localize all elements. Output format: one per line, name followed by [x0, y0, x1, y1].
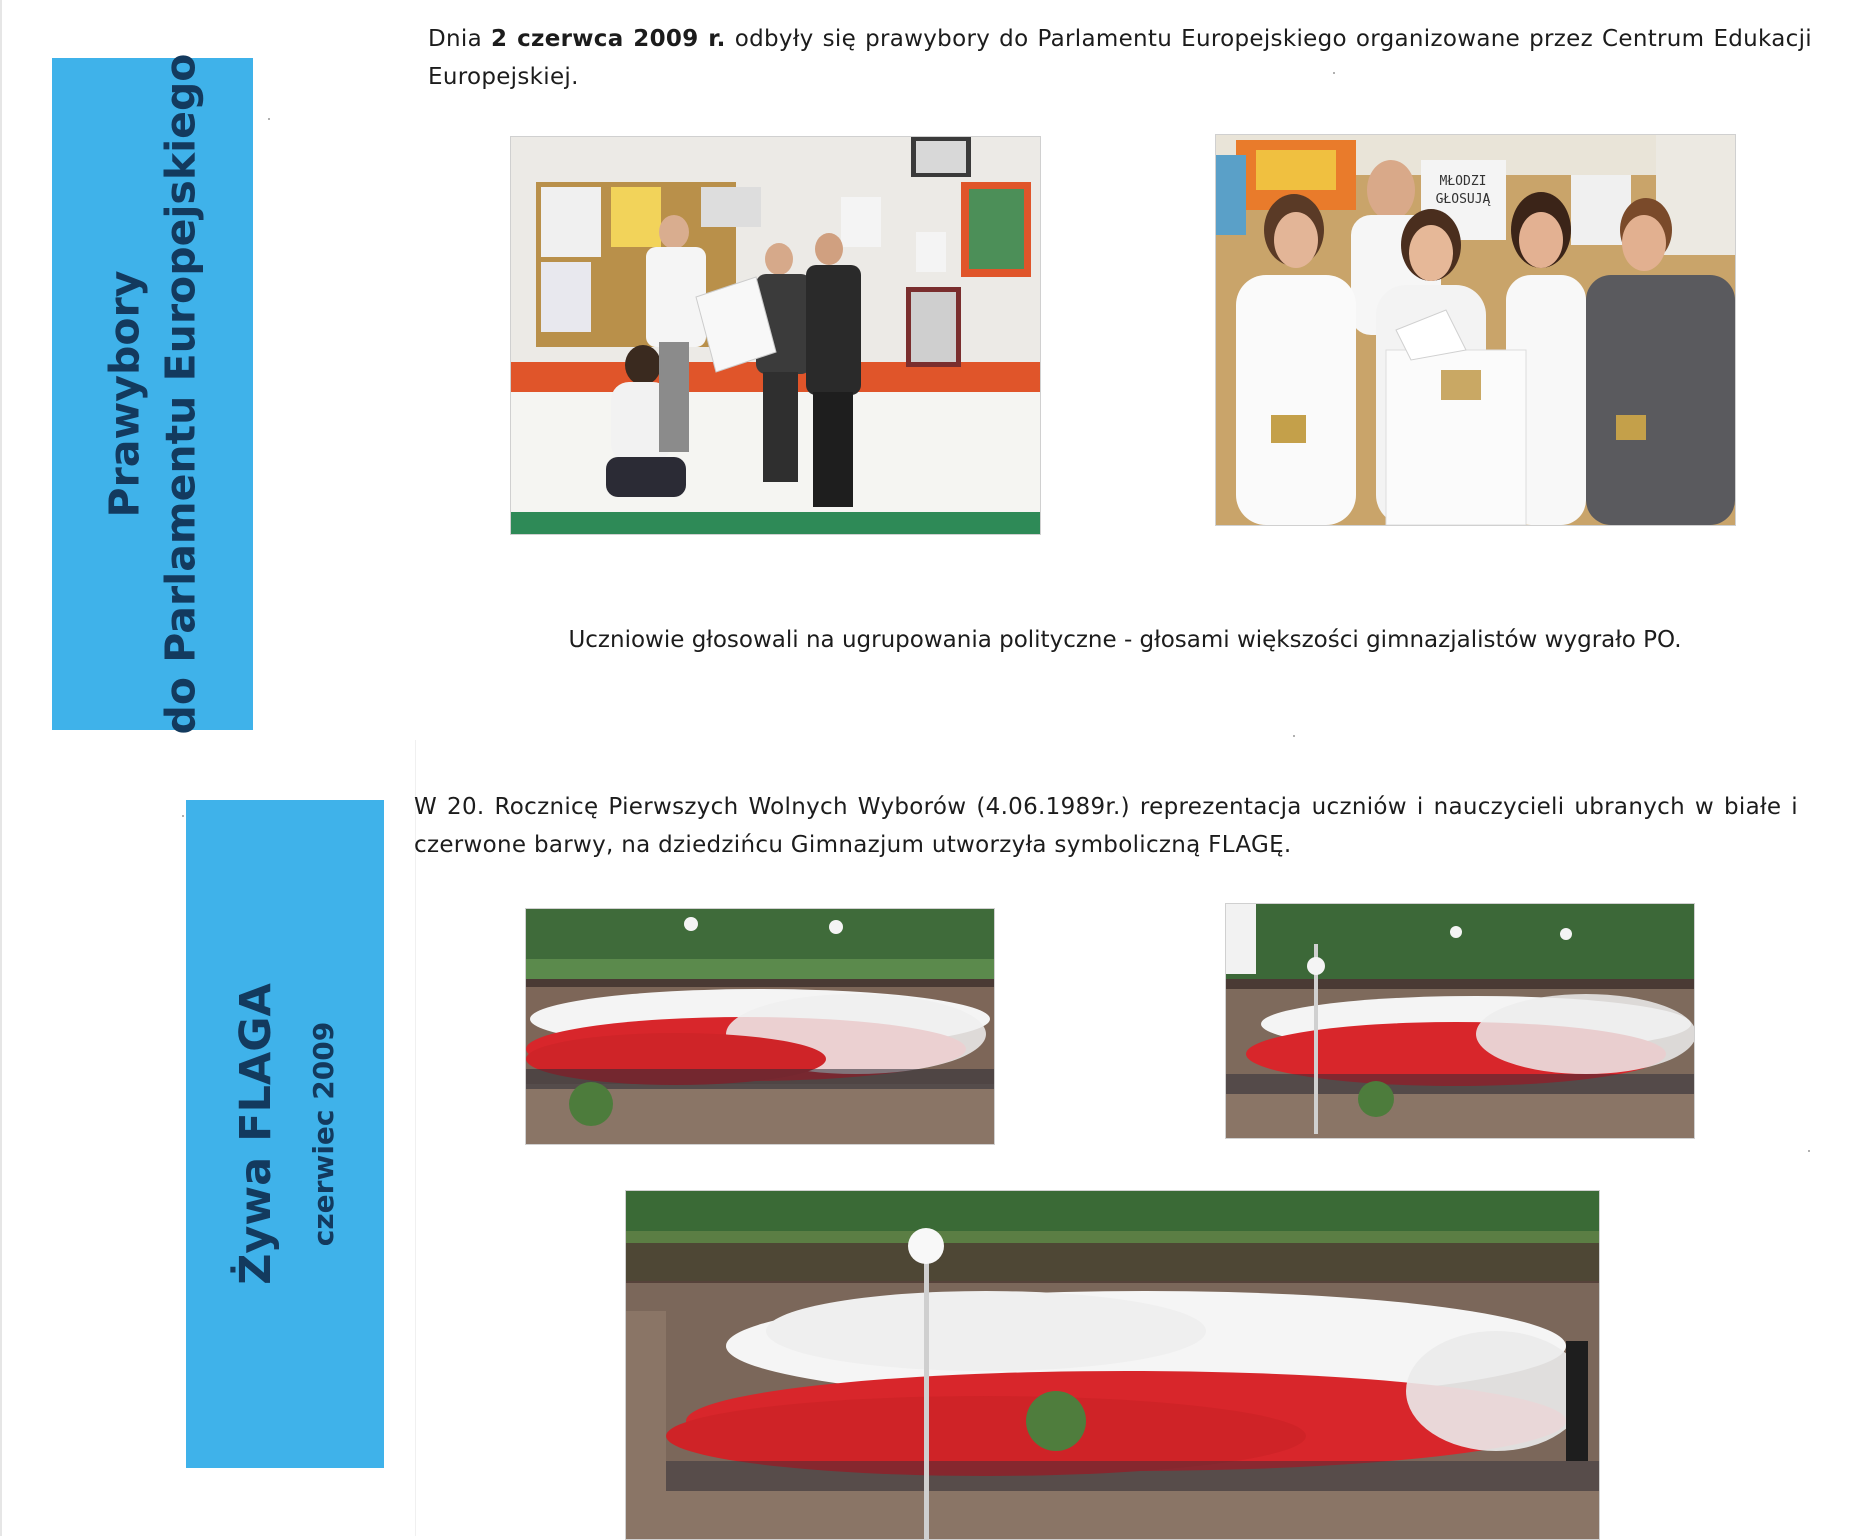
paragraph-text: odbyły się prawybory do Parlamentu Europejskiego organizowane przez Centrum Edukacji Europejskiej.	[428, 26, 1812, 90]
side-label-prawybory	[52, 53, 253, 735]
scan-speck	[1293, 735, 1295, 737]
photo-ballot-hallway	[510, 136, 1041, 535]
side-label-line2: do Parlamentu Europejskiego	[156, 53, 205, 735]
side-label-zywa-flaga	[186, 800, 384, 1468]
paragraph-date: 2 czerwca 2009 r.	[491, 26, 726, 52]
side-label-line2: czerwiec 2009	[307, 1021, 341, 1247]
scan-speck	[1333, 72, 1335, 74]
scan-speck	[182, 815, 184, 817]
photo-sign-text-1: MŁODZI	[1439, 174, 1487, 189]
photo-students-voting	[1215, 134, 1736, 526]
photo-sign-text-2: GŁOSUJĄ	[1435, 192, 1491, 207]
side-label-line1: Żywa FLAGA	[231, 983, 282, 1285]
photo-flag-crowd-left	[525, 908, 995, 1145]
photo-flag-crowd-large	[625, 1190, 1600, 1540]
prawybory-paragraph	[428, 20, 1812, 96]
scan-speck	[268, 118, 270, 120]
paragraph-text: Dnia	[428, 26, 492, 52]
scan-edge	[0, 0, 2, 1536]
photo-flag-crowd-right	[1225, 903, 1695, 1139]
side-label-line1: Prawybory	[100, 270, 149, 518]
scan-speck	[1808, 1150, 1810, 1152]
flaga-paragraph: W 20. Rocznicę Pierwszych Wolnych Wyborów (4.06.1989r.) reprezentacja uczniów i nauczycieli ubranych w białe i czerwone barwy, na dziedzińcu Gimnazjum utworzyła symboliczną FLAGĘ.	[414, 794, 1798, 858]
prawybory-caption: Uczniowie głosowali na ugrupowania polityczne - głosami większości gimnazjalistów wygrało PO.	[568, 627, 1682, 653]
